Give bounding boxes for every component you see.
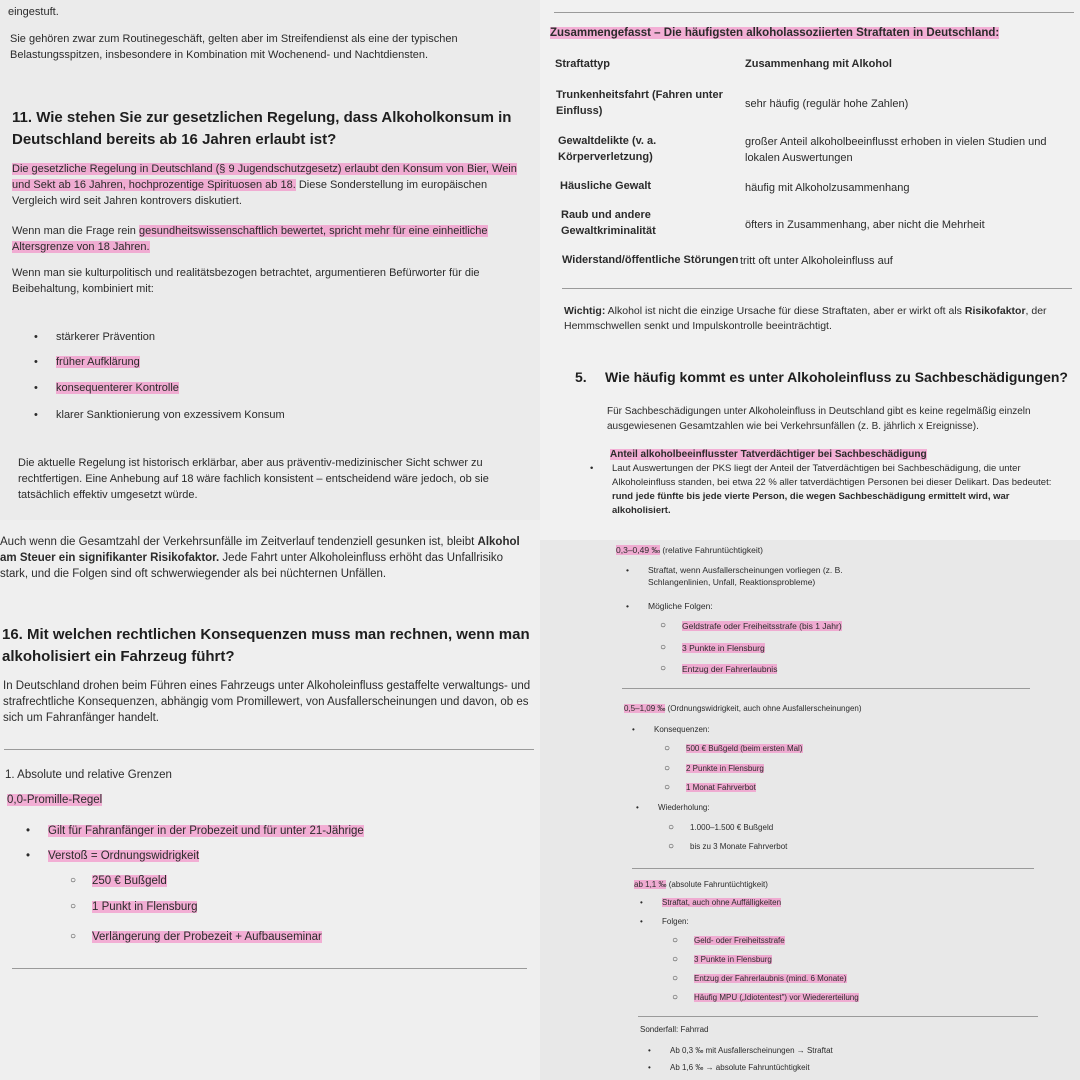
question-16-heading: 16. Mit welchen rechtlichen Konsequenzen muss man rechnen, wenn man alkoholisiert ein Fahrzeug führt? (2, 626, 530, 665)
group-3-note: (absolute Fahruntüchtigkeit) (668, 880, 768, 889)
anteil-bold: rund jede fünfte bis jede vierte Person, die wegen Sachbeschädigung ermittelt wird, war alkoholisiert. (612, 491, 1010, 516)
group-3-title: ab 1,1 ‰ (634, 880, 667, 889)
bullet-label: • Mögliche Folgen: (648, 601, 713, 611)
traffic-rest: Jede Fahrt unter Alkoholeinfluss erhöht das Unfallrisiko stark, und die Folgen sind oft schwerwiegender als bei nüchternen Unfällen. (0, 552, 504, 580)
bullet-label: ○ Entzug der Fahrerlaubnis (mind. 6 Monate) (694, 974, 847, 983)
law-rest: Diese Sonderstellung im europäischen Vergleich wird seit Jahren kontrovers diskutiert. (12, 179, 488, 207)
page-bottom-right (540, 540, 1080, 1080)
anteil-title-text: Anteil alkoholbeeinflusster Tatverdächtiger bei Sachbeschädigung (610, 449, 927, 460)
bullet-label: ○ Entzug der Fahrerlaubnis (682, 664, 777, 674)
group-2-bullet-2 (658, 802, 710, 813)
bullet-label: ○ Verlängerung der Probezeit + Aufbauseminar (92, 931, 322, 943)
bullet-label: ○ Häufig MPU („Idiotentest") vor Wiedererteilung (694, 993, 859, 1002)
section-1-heading: 1. Absolute und relative Grenzen (5, 769, 172, 781)
culture-paragraph: Wenn man sie kulturpolitisch und realitätsbezogen betrachtet, argumentieren Befürworter für die Beibehaltung, kombiniert mit: (12, 267, 480, 295)
bullet-label: • Straftat, auch ohne Auffälligkeiten (662, 898, 781, 907)
group-1-sub-3 (682, 663, 777, 675)
health-highlight: gesundheitswissenschaftlich bewertet, spricht mehr für eine einheitliche Altersgrenze von 18 Jahren. (12, 225, 488, 253)
table-row-typ: Gewaltdelikte (v. a. Körperverletzung) (558, 135, 657, 163)
divider (4, 749, 534, 750)
sonderfall-heading: Sonderfall: Fahrrad (640, 1025, 709, 1034)
wichtig-note (564, 304, 1059, 334)
divider (638, 1016, 1038, 1017)
page-top-left (0, 0, 540, 520)
group-2-note: (Ordnungswidrigkeit, auch ohne Ausfallerscheinungen) (667, 704, 862, 713)
bullet-label: • Wiederholung: (658, 803, 710, 812)
bullet-label: • konsequenterer Kontrolle (56, 382, 179, 394)
health-lead: Wenn man die Frage rein (12, 225, 136, 237)
table-row-zus: häufig mit Alkoholzusammenhang (745, 182, 910, 194)
bullet-label: ○ 1.000–1.500 € Bußgeld (690, 823, 773, 832)
bullet-label: • stärkerer Prävention (56, 331, 155, 343)
divider (632, 868, 1034, 869)
group-2-sub-3 (686, 782, 756, 793)
group-3-bullet-1 (662, 897, 781, 908)
traffic-paragraph (0, 534, 530, 582)
group-1-sub-2 (682, 642, 765, 654)
table-header-typ: Straftattyp (555, 58, 611, 70)
regel-bullet-1 (48, 823, 364, 839)
table-row-typ: Raub und andere Gewaltkriminalität (561, 209, 656, 237)
group-3-heading (634, 879, 768, 890)
bullet-label: ○ 3 Punkte in Flensburg (682, 643, 765, 653)
conclusion-paragraph: Die aktuelle Regelung ist historisch erklärbar, aber aus präventiv-medizinischer Sicht schwer zu rechtfertigen. Eine Anhebung auf 18 wäre fachlich konsistent – entscheidend wäre jedoch, ob sie tatsächlich effektiv umgesetzt würde. (18, 457, 489, 501)
group-2-sub-4 (690, 822, 773, 833)
sonderfall-bullet-1 (670, 1045, 833, 1056)
wichtig-bold: Risikofaktor (964, 305, 1026, 317)
sub-bullet-probezeit (92, 929, 322, 945)
bullet-label: ○ 250 € Bußgeld (92, 875, 167, 887)
group-1-title: 0,3–0,49 ‰ (616, 545, 660, 555)
page-top-right (540, 0, 1080, 540)
q5-paragraph: Für Sachbeschädigungen unter Alkoholeinfluss in Deutschland gibt es keine regelmäßig einzeln ausgewiesenen Gesamtzahlen wie bei Verkehrsunfällen (z. B. jährlich x Ereignisse). (607, 406, 1031, 432)
divider (12, 968, 527, 969)
wichtig-text: Alkohol ist nicht die einzige Ursache für diese Straftaten, aber er wirkt oft als (607, 305, 962, 317)
bullet-label: ○ 500 € Bußgeld (beim ersten Mal) (686, 744, 803, 753)
bullet-label: • klarer Sanktionierung von exzessivem Konsum (56, 409, 285, 421)
table-header-zusammenhang: Zusammenhang mit Alkohol (745, 58, 892, 70)
bullet-label: ○ Geldstrafe oder Freiheitsstrafe (bis 1 Jahr) (682, 621, 842, 631)
traffic-lead: Auch wenn die Gesamtzahl der Verkehrsunfälle im Zeitverlauf tendenziell gesunken ist, bleibt (0, 536, 475, 548)
bullet-label: • Ab 0,3 ‰ mit Ausfallerscheinungen → Straftat (670, 1046, 833, 1055)
bullet-sanktion (56, 407, 285, 423)
intro-paragraph: Sie gehören zwar zum Routinegeschäft, gelten aber im Streifendienst als eine der typischen Belastungsspitzen, insbesondere in Kombination mit Wochenend- und Nachtdiensten. (10, 33, 458, 61)
regel-bullet-2 (48, 848, 199, 864)
wichtig-text-rest: , der Hemmschwellen senkt und Impulskontrolle beeinträchtigt. (564, 305, 1047, 332)
group-1-note: (relative Fahruntüchtigkeit) (662, 545, 763, 555)
table-row-zus: sehr häufig (regulär hohe Zahlen) (745, 98, 909, 110)
bullet-label: • Konsequenzen: (654, 725, 710, 734)
law-highlight: Die gesetzliche Regelung in Deutschland (§ 9 Jugendschutzgesetz) erlaubt den Konsum von Bier, Wein und Sekt ab 16 Jahren, hochprozentige Spirituosen ab 18. (12, 163, 517, 191)
bullet-label: ○ 1 Monat Fahrverbot (686, 783, 756, 792)
traffic-bold: Alkohol am Steuer ein signifikanter Risikofaktor. (0, 536, 520, 564)
page-bottom-left (0, 520, 540, 1080)
table-row-zus: öfters in Zusammenhang, aber nicht die Mehrheit (745, 219, 985, 231)
table-row-zus: tritt oft unter Alkoholeinfluss auf (740, 255, 893, 267)
question-5-heading: Wie häufig kommt es unter Alkoholeinfluss zu Sachbeschädigungen? (605, 369, 1068, 385)
group-2-sub-2 (686, 763, 764, 774)
table-row-typ: Häusliche Gewalt (560, 180, 652, 192)
bullet-label: • Folgen: (662, 917, 689, 926)
health-paragraph (12, 223, 532, 255)
sub-bullet-bussgeld (92, 873, 167, 889)
group-3-sub-2 (694, 954, 772, 965)
table-row-typ: Trunkenheitsfahrt (Fahren unter Einfluss) (556, 89, 723, 117)
summary-title (550, 27, 999, 39)
wichtig-label: Wichtig: (564, 305, 606, 317)
group-2-title: 0,5–1,09 ‰ (624, 704, 666, 713)
bullet-label: • Gilt für Fahranfänger in der Probezeit und für unter 21-Jährige (48, 825, 364, 837)
group-2-sub-1 (686, 743, 803, 754)
bullet-label: • Ab 1,6 ‰ → absolute Fahruntüchtigkeit (670, 1063, 810, 1072)
top-line-text: eingestuft. (8, 6, 59, 18)
group-2-bullet-1 (654, 724, 710, 735)
table-row-typ: Widerstand/öffentliche Störungen (562, 254, 739, 266)
bullet-label: ○ 1 Punkt in Flensburg (92, 901, 197, 913)
table-row-zus: großer Anteil alkoholbeeinflusst erhoben in vielen Studien und lokalen Auswertungen (745, 136, 1047, 164)
group-2-heading (624, 703, 862, 714)
bullet-kontrolle (56, 380, 179, 396)
bullet-label: ○ 3 Punkte in Flensburg (694, 955, 772, 964)
group-3-sub-1 (694, 935, 785, 946)
law-paragraph (12, 161, 522, 209)
anteil-title (610, 449, 927, 460)
anteil-paragraph (612, 462, 1052, 518)
bullet-label: ○ 2 Punkte in Flensburg (686, 764, 764, 773)
question-5-number: 5. (575, 369, 587, 385)
group-1-bullet-1 (648, 564, 898, 588)
bullet-label: ○ bis zu 3 Monate Fahrverbot (690, 842, 787, 851)
summary-title-text: Zusammengefasst – Die häufigsten alkoholassoziierten Straftaten in Deutschland: (550, 27, 1000, 39)
anteil-text: • Laut Auswertungen der PKS liegt der Anteil der Tatverdächtigen bei Sachbeschädigung, die unter Alkoholeinfluss standen, bei etwa 22 % aller tatverdächtigen Personen bei dieser Delikart. Das bedeutet: (612, 463, 1051, 488)
divider (554, 12, 1074, 13)
q16-paragraph: In Deutschland drohen beim Führen eines Fahrzeugs unter Alkoholeinfluss gestaffelte verwaltungs- und strafrechtliche Konsequenzen, abhängig vom Promillewert, von Ausfallerscheinungen und davon, ob es sich um Fahranfänger handelt. (3, 680, 531, 724)
divider (622, 688, 1030, 689)
regel-text: 0,0-Promille-Regel (7, 794, 103, 806)
sub-bullet-punkt (92, 899, 197, 915)
bullet-prevention (56, 329, 155, 345)
bullet-label: • Verstoß = Ordnungswidrigkeit (48, 850, 199, 862)
group-1-sub-1 (682, 620, 842, 632)
divider (562, 288, 1072, 289)
bullet-label: • früher Aufklärung (56, 356, 140, 368)
sonderfall-bullet-2 (670, 1062, 810, 1073)
question-11-heading: 11. Wie stehen Sie zur gesetzlichen Regelung, dass Alkoholkonsum in Deutschland bereits ab 16 Jahren erlaubt ist? (12, 109, 512, 148)
bullet-label: ○ Geld- oder Freiheitsstrafe (694, 936, 785, 945)
group-3-bullet-2 (662, 916, 689, 927)
regel-label (7, 792, 102, 808)
group-3-sub-4 (694, 992, 859, 1003)
group-1-heading (616, 544, 763, 556)
group-2-sub-5 (690, 841, 787, 852)
bullet-aufklaerung (56, 354, 140, 370)
group-1-bullet-2 (648, 600, 713, 612)
group-3-sub-3 (694, 973, 847, 984)
bullet-label: • Straftat, wenn Ausfallerscheinungen vorliegen (z. B. Schlangenlinien, Unfall, Reaktionsprobleme) (648, 565, 843, 587)
